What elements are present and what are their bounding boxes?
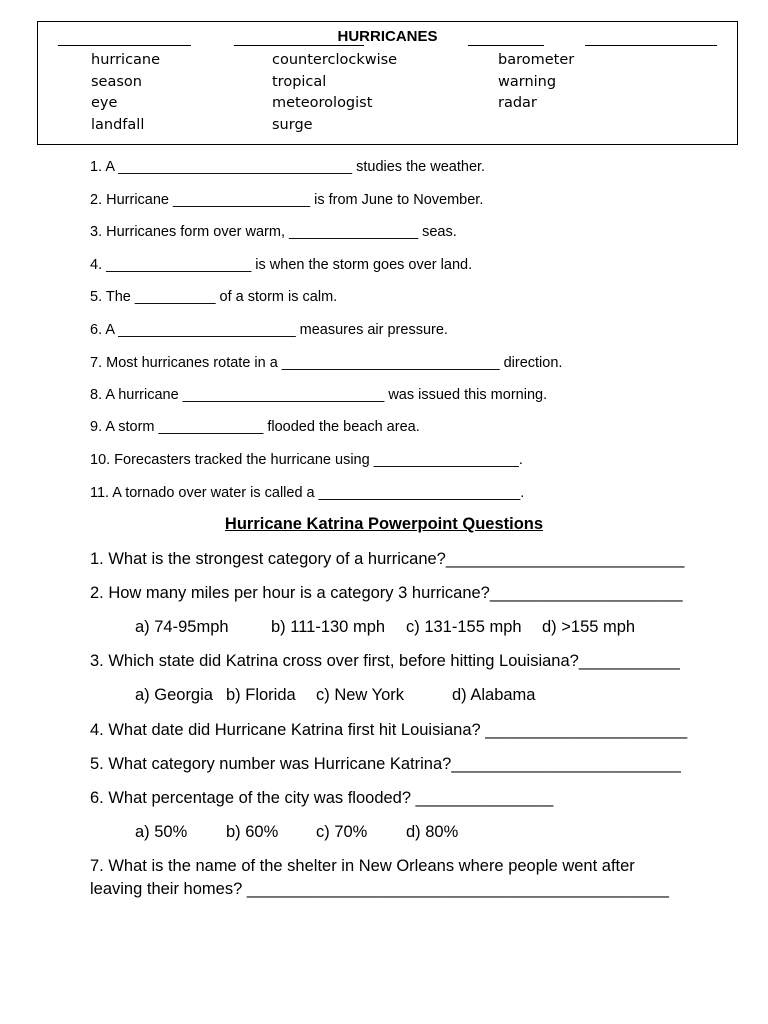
section-title: Hurricane Katrina Powerpoint Questions (224, 515, 544, 533)
fill-in-question: 3. Hurricanes form over warm, ________________ seas. (90, 224, 457, 240)
fill-in-question: 11. A tornado over water is called a _________________________. (90, 485, 525, 501)
word-bank-item: counterclockwise (272, 52, 398, 68)
divider (468, 45, 544, 46)
divider (58, 45, 191, 46)
answer-option: a) 50% (135, 823, 188, 841)
katrina-question-4: 4. What date did Hurricane Katrina first hit Louisiana? ______________________ (90, 721, 688, 739)
word-bank-item: eye (91, 95, 118, 111)
word-bank-item: meteorologist (272, 95, 373, 111)
word-bank-item: landfall (91, 117, 145, 133)
answer-option: b) Florida (226, 686, 296, 704)
divider (234, 45, 364, 46)
word-bank-item: barometer (498, 52, 575, 68)
katrina-question-2: 2. How many miles per hour is a category 3 hurricane?_____________________ (90, 584, 683, 602)
katrina-question-7-continued: leaving their homes? ______________________________________________ (90, 880, 669, 898)
word-bank-item: hurricane (91, 52, 161, 68)
answer-option: a) 74-95mph (135, 618, 229, 636)
katrina-question-3: 3. Which state did Katrina cross over first, before hitting Louisiana?___________ (90, 652, 680, 670)
fill-in-question: 4. __________________ is when the storm goes over land. (90, 257, 473, 273)
answer-option: d) Alabama (452, 686, 536, 704)
fill-in-question: 9. A storm _____________ flooded the beach area. (90, 419, 420, 435)
word-bank-item: surge (272, 117, 313, 133)
fill-in-question: 10. Forecasters tracked the hurricane using __________________. (90, 452, 523, 468)
fill-in-question: 2. Hurricane _________________ is from June to November. (90, 192, 484, 208)
word-bank (37, 21, 738, 145)
answer-option: c) 131-155 mph (406, 618, 522, 636)
divider (585, 45, 717, 46)
katrina-question-6: 6. What percentage of the city was flooded? _______________ (90, 789, 554, 807)
word-bank-item: season (91, 74, 142, 90)
fill-in-question: 7. Most hurricanes rotate in a ___________________________ direction. (90, 355, 563, 371)
answer-option: b) 60% (226, 823, 279, 841)
answer-option: b) 111-130 mph (271, 618, 386, 636)
fill-in-question: 8. A hurricane _________________________ was issued this morning. (90, 387, 548, 403)
word-bank-item: radar (498, 95, 537, 111)
katrina-question-5: 5. What category number was Hurricane Katrina?_________________________ (90, 755, 681, 773)
fill-in-question: 1. A _____________________________ studies the weather. (90, 159, 486, 175)
word-bank-item: tropical (272, 74, 327, 90)
word-bank-title: HURRICANES (337, 28, 438, 45)
answer-option: a) Georgia (135, 686, 213, 704)
katrina-question-1: 1. What is the strongest category of a hurricane?__________________________ (90, 550, 685, 568)
fill-in-question: 6. A ______________________ measures air pressure. (90, 322, 448, 338)
answer-option: d) >155 mph (542, 618, 636, 636)
word-bank-item: warning (498, 74, 557, 90)
answer-option: d) 80% (406, 823, 459, 841)
katrina-question-7: 7. What is the name of the shelter in New Orleans where people went after (90, 857, 635, 875)
answer-option: c) 70% (316, 823, 368, 841)
fill-in-question: 5. The __________ of a storm is calm. (90, 289, 338, 305)
answer-option: c) New York (316, 686, 405, 704)
